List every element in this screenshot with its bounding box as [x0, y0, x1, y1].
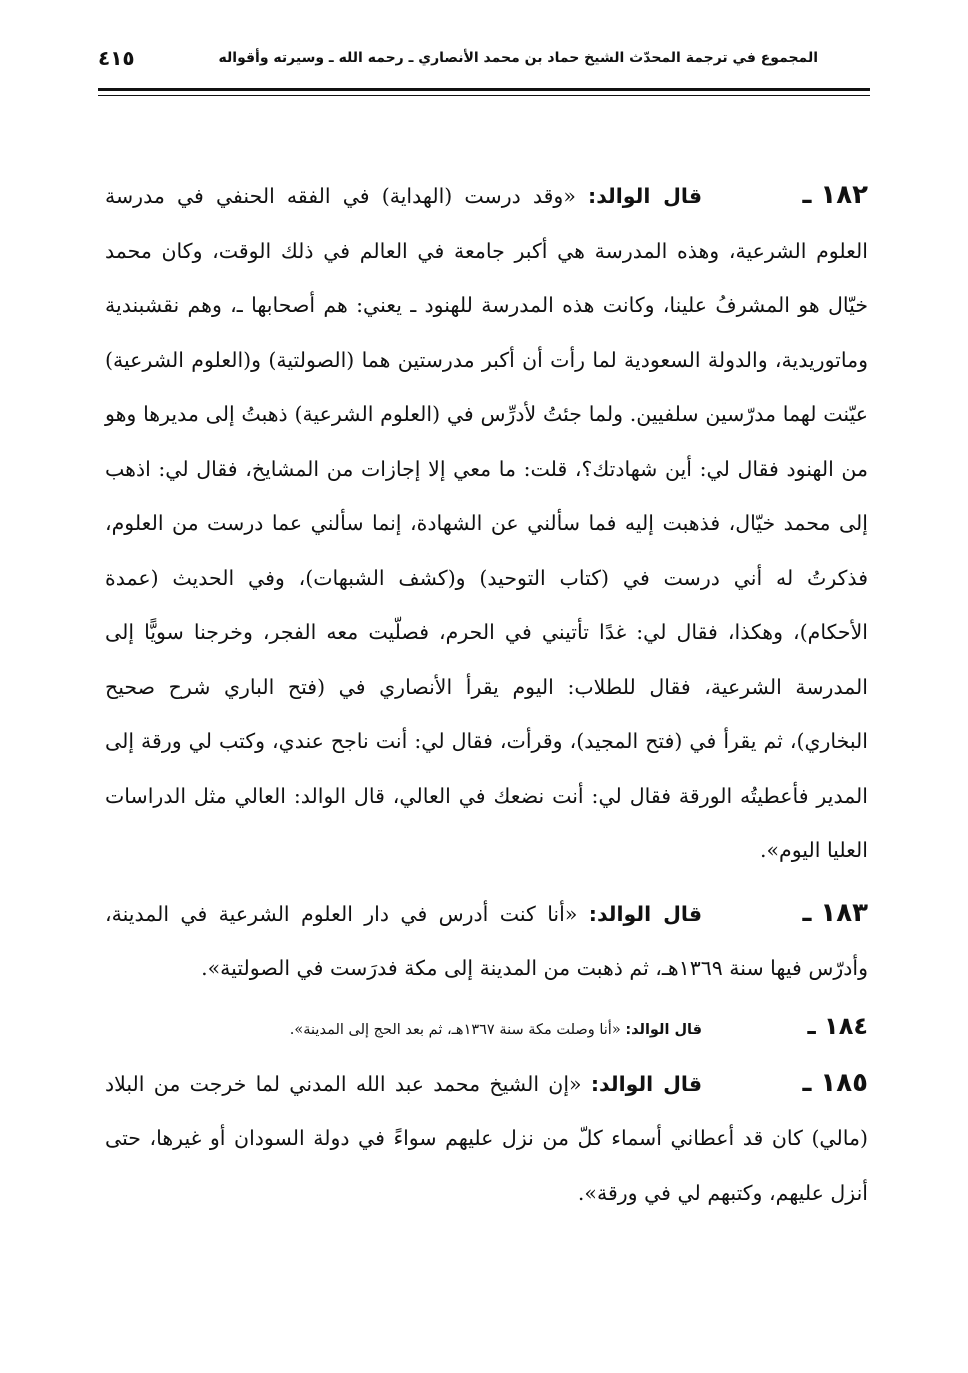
entry-text: «أنا كنت أدرس في دار العلوم الشرعية في المدينة، وأدرّس فيها سنة ١٣٦٩هـ، ثم ذهبت من المدينة إلى مكة فدرَست في الصولتية». — [105, 901, 868, 980]
running-header-title: المجموع في ترجمة المحدّث الشيخ حماد بن محمد الأنصاري ـ رحمه الله ـ وسيرته وأقواله — [218, 50, 818, 66]
entry-184 — [105, 1004, 868, 1052]
entry-text: «وقد درست (الهداية) في الفقه الحنفي في مدرسة العلوم الشرعية، وهذه المدرسة هي أكبر جامعة في العالم في ذلك الوقت، وكان محمد خيّال هو المشرفُ علينا، وكانت هذه المدرسة للهنود ـ يعني: هم أصحابها ـ، وهم نقشبندية وماتوريدية، والدولة السعودية لما رأت أن أكبر مدرستين هما (الصولتية) و(العلوم الشرعية) عيّنت لهما مدرّسين سلفيين. ولما جئتُ لأدرِّس في (العلوم الشرعية) ذهبتُ إلى مديرها وهو من الهنود فقال لي: أين شهادتك؟، قلت: ما معي إلا إجازات من المشايخ، فقال لي: اذهب إلى محمد خيّال، فذهبت إليه فما سألني عن الشهادة، إنما سألني عما درست من العلوم، فذكرتُ له أني درست في (كتاب التوحيد) و(كشف الشبهات)، وفي الحديث (عمدة الأحكام)، وهكذا، فقال لي: غدًا تأتيني في الحرم، فصلّيت معه الفجر، وخرجنا سويًّا إلى المدرسة الشرعية، فقال للطلاب: اليوم يقرأ الأنصاري في (فتح الباري شرح صحيح البخاري)، ثم يقرأ في (فتح المجيد)، وقرأت، فقال لي: أنت ناجح عندي، وكتب لي ورقة إلى المدير فأعطيتُه الورقة فقال لي: أنت نضعك في العالي، قال الوالد: العالي مثل الدراسات العليا اليوم». — [105, 184, 868, 862]
entry-183 — [105, 886, 868, 996]
entry-spacer — [105, 996, 868, 1004]
entry-text: «أنا وصلت مكة سنة ١٣٦٧هـ، ثم بعد الحج إلى المدينة». — [289, 1021, 626, 1038]
entry-number: ١٨٥ ـ — [802, 1067, 868, 1098]
page-number: ٤١٥ — [98, 46, 135, 70]
entry-speaker: قال الوالد: — [588, 184, 703, 208]
entry-text: «إن الشيخ محمد عبد الله المدني لما خرجت من البلاد (مالي) كان قد أعطاني أسماء كلّ من نزل عليهم سواءً في دولة السودان أو غيرها، حتى أنزل عليهم، وكتبهم لي في ورقة». — [105, 1071, 868, 1205]
header-rule-thin — [98, 95, 870, 96]
entry-number: ١٨٤ ـ — [807, 1011, 868, 1040]
entry-speaker: قال الوالد: — [590, 1071, 702, 1096]
page-body — [105, 168, 868, 1220]
entry-spacer — [105, 878, 868, 886]
running-header — [98, 40, 818, 76]
header-rule — [98, 88, 870, 91]
entry-185 — [105, 1056, 868, 1221]
entry-number: ١٨٣ ـ — [802, 897, 869, 928]
entry-speaker: قال الوالد: — [588, 901, 703, 926]
entry-speaker: قال الوالد: — [625, 1021, 702, 1038]
entry-number: ١٨٢ ـ — [802, 180, 869, 210]
entry-182 — [105, 168, 868, 878]
